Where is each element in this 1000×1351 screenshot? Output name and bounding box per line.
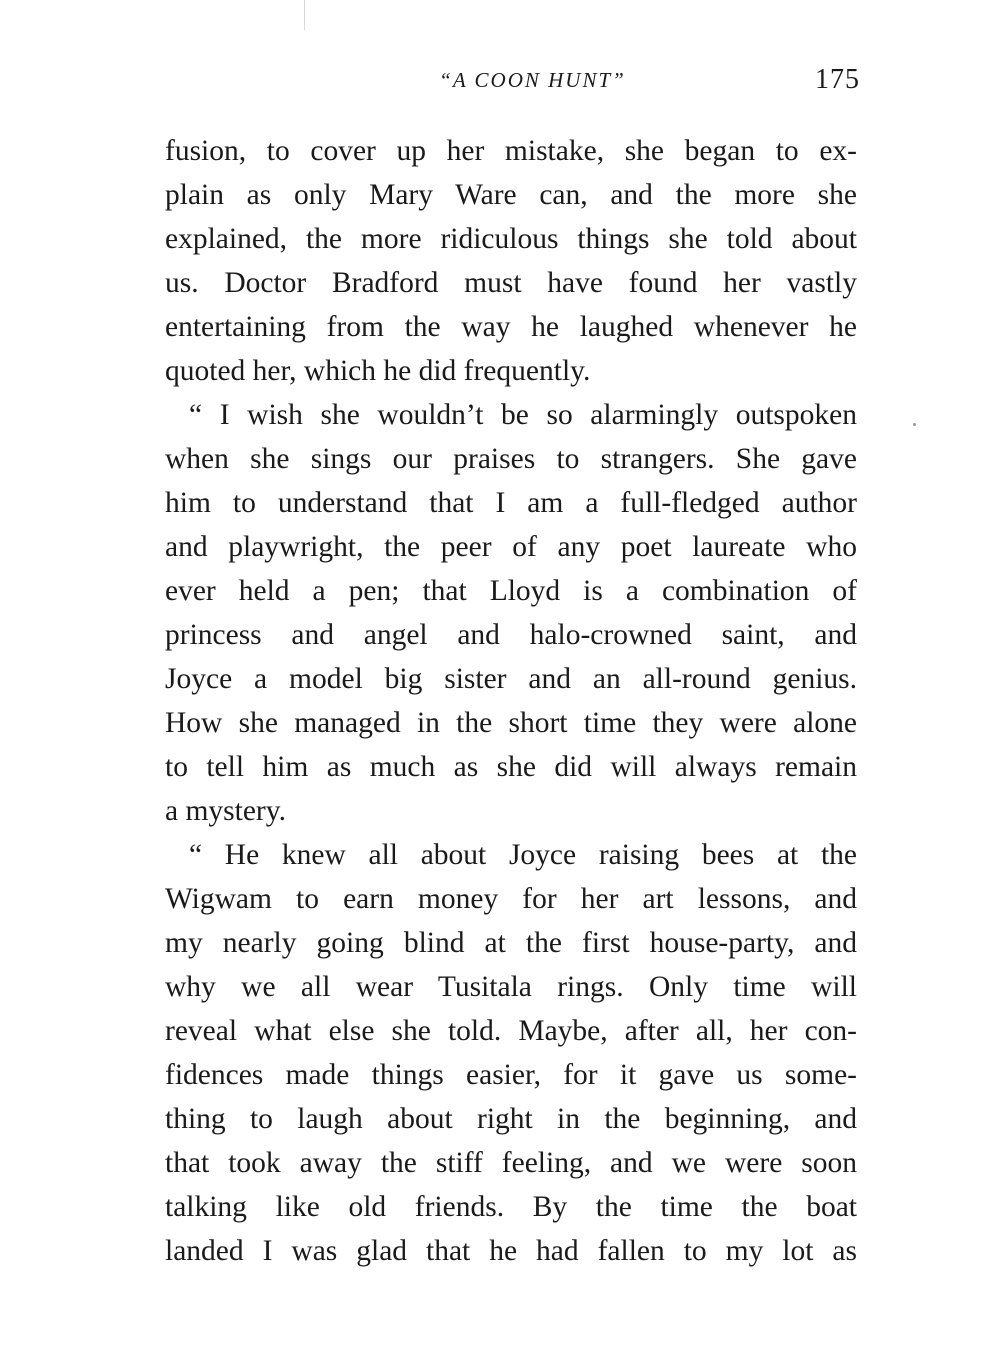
text-line: reveal what else she told. Maybe, after all, her con- [165, 1015, 857, 1047]
text-line: him to understand that I am a full-fledged author [165, 487, 857, 519]
text-line: landed I was glad that he had fallen to my lot as [165, 1235, 857, 1267]
text-line: fusion, to cover up her mistake, she began to ex- [165, 135, 857, 167]
text-line: a mystery. [165, 795, 286, 827]
paragraph [165, 833, 857, 1273]
text-line: quoted her, which he did frequently. [165, 355, 591, 387]
text-line: thing to laugh about right in the beginning, and [165, 1103, 857, 1135]
text-line: plain as only Mary Ware can, and the more she [165, 179, 857, 211]
text-line: explained, the more ridiculous things she told about [165, 223, 857, 255]
text-line: princess and angel and halo-crowned saint, and [165, 619, 857, 651]
text-line: my nearly going blind at the first house-party, and [165, 927, 857, 959]
text-line: How she managed in the short time they were alone [165, 707, 857, 739]
text-line: “ I wish she wouldn’t be so alarmingly outspoken [189, 399, 857, 431]
text-line: Joyce a model big sister and an all-round genius. [165, 663, 857, 695]
text-line: entertaining from the way he laughed whenever he [165, 311, 857, 343]
paragraph [165, 129, 857, 393]
text-line: why we all wear Tusitala rings. Only time will [165, 971, 857, 1003]
body-text [165, 129, 857, 1273]
text-line: fidences made things easier, for it gave us some- [165, 1059, 857, 1091]
text-line: to tell him as much as she did will always remain [165, 751, 857, 783]
text-line: and playwright, the peer of any poet laureate who [165, 531, 857, 563]
text-line: ever held a pen; that Lloyd is a combination of [165, 575, 857, 607]
scan-speck [913, 423, 916, 426]
text-line: that took away the stiff feeling, and we were soon [165, 1147, 857, 1179]
text-line: when she sings our praises to strangers. She gave [165, 443, 857, 475]
text-line: Wigwam to earn money for her art lessons, and [165, 883, 857, 915]
text-line: “ He knew all about Joyce raising bees at the [189, 839, 857, 871]
paragraph [165, 393, 857, 833]
text-line: talking like old friends. By the time the boat [165, 1191, 857, 1223]
scan-edge-mark [304, 0, 305, 30]
text-line: us. Doctor Bradford must have found her vastly [165, 267, 857, 299]
running-title: “A COON HUNT” [439, 68, 626, 92]
running-head [165, 62, 860, 102]
page-number: 175 [815, 64, 860, 95]
